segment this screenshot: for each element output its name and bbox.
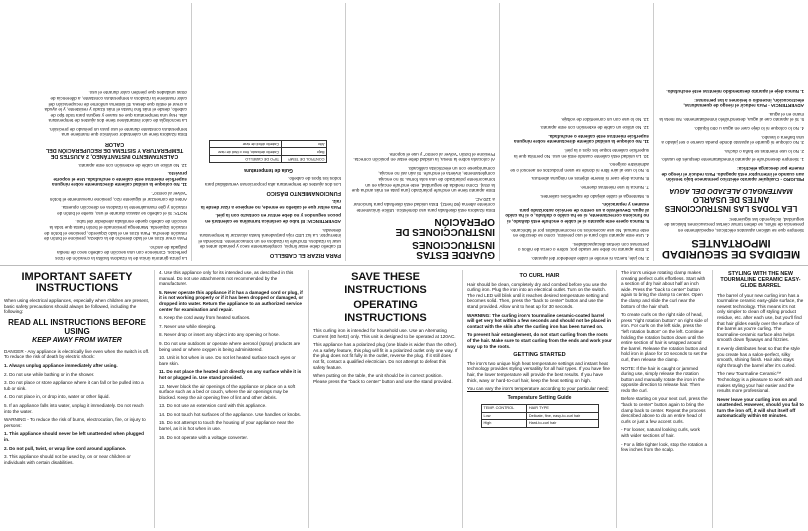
warning-text: WARNING - To reduce the risk of burns, electrocution, fire, or injury to persons: <box>4 417 146 428</box>
es-clamp-p5: 12. No utilice un cable de extensión con este aparato. <box>77 162 187 168</box>
es-curl-title: PARA RIZAR EL CABELLO <box>269 252 341 258</box>
english-panel <box>0 266 808 531</box>
table-cell: High <box>481 420 526 427</box>
clamp-p1: The iron's unique rotating clamp makes creating perfect curls effortless. Start with a section of dry hair about half an inch wide. Press the "back to center" button again to bring the clamp to center. Open the clamp and slide the curl near the bottom of the hair shaft. <box>621 270 706 309</box>
curl-p1: Hair should be clean, completely dry and combed before you use the curling iron. Plug the iron into an electrical outlet. Turn on the switch. The red LED will blink until it reaches desired temperature setting and becomes solid. Then, press the "back to center" button and use the stand provided. Allow unit to heat up for 30 seconds. <box>467 281 609 309</box>
table-cell: Alto <box>282 141 327 148</box>
table-cell: Cabello delicado, fino o fácil de rizar <box>210 148 282 155</box>
safety2-item: 14. Do not touch hot surfaces of the appliance. Use handles or knobs. <box>159 411 301 417</box>
clamp-tip: - For looser, natural looking curls, work with wider sections of hair. <box>621 427 700 439</box>
safety2-item: 5. Never operate this appliance if it has a damaged cord or plug, if it is not working properly or if it has been dropped or damaged, or dropped into water. Return the appliance to an authorized service center for examination and repair. <box>159 289 304 312</box>
table-row <box>210 155 327 162</box>
es-safety-item: 3. No coloque ni guarde el aparato donde pueda caerse o ser jalado a una bañera o lavabo. <box>661 134 804 146</box>
es-operating-title: INSTRUCCIONES DE OPERACIÓN <box>395 216 495 237</box>
styling-column <box>712 270 808 528</box>
guide-title: Temperature Setting Guide <box>507 394 572 401</box>
operating-title: OPERATING <box>353 299 418 311</box>
es-safety-title: MEDIDAS DE SEGURIDAD IMPORTANTES <box>661 237 801 260</box>
safety-item: 2. Do not use while bathing or in the shower. <box>4 371 95 377</box>
table-row <box>481 412 598 419</box>
es-save-title: GUARDE ESTAS INSTRUCCIONES <box>412 239 495 260</box>
safety2-item: 10. Unit is hot when in use. Do not let heated surface touch eyes or bare skin. <box>159 355 296 366</box>
table-row <box>210 141 327 148</box>
safety2-item: 6. Keep the cord away from heated surfaces. <box>159 315 251 321</box>
warning-item: 1. This appliance should never be left unattended when plugged in. <box>4 431 144 442</box>
clamp-p2: To create curls on the right side of head, press "right rotation button" on right side of iron. For curls on the left side, press the "left rotation button" on the left. Continue holding the rotation button down until the entire section of hair is wrapped around the barrel. Release the rotation button and hold iron in place for 10 seconds to set the curl, then release the clamp. <box>621 312 708 362</box>
save-column <box>308 270 462 528</box>
safety-item: 4. Do not place in, or drop into, water or other liquid. <box>4 394 110 400</box>
curl-p3-underlined: You can vary the iron's temperature according to your particular need: <box>467 386 609 392</box>
safety-intro: When using electrical appliances, especially when children are present, basic safety precautions should always be followed, including the following: <box>4 298 150 315</box>
es-read-title: LEA TODAS LAS INSTRUCCIONES ANTES DE USARLO <box>664 195 798 214</box>
safety-column-2 <box>154 270 308 528</box>
safety2-item: 9. Do not use outdoors or operate where aerosol (spray) products are being used or where oxygen is being administered. <box>159 340 301 352</box>
es-clamp-p3: Antes de comenzar el siguiente rizo, presione nuevamente el botón "volver al centro". <box>49 191 187 202</box>
es-safety2-item: 3. Este aparato no debe ser usado por, sobre o cerca de niños o personas con ciertas discapacidades. <box>517 241 649 253</box>
curl-warning: WARNING: The curling iron's tourmaline ceramic-coated barrel will get very hot within a few seconds and should not be placed in contact with the skin after the curling iron has been turned on. <box>467 312 611 329</box>
es-safety-column-2 <box>500 3 654 261</box>
danger-text: DANGER - Any appliance is electrically live even when the switch is off. To reduce the risk of death by electric shock: <box>4 348 150 360</box>
es-keep-away: MANTENGALO ALEJADO DEL AGUA <box>669 187 793 195</box>
es-advertencia: ADVERTENCIA - Para reducir el riesgo de quemaduras, electrocución, incendio o lesiones a las personas: <box>683 97 804 109</box>
safety2-item: 13. Do not use an extension cord with this appliance. <box>159 403 267 409</box>
save-p1: This curling iron is intended for household use. Use an Alternating Current (60 hertz) only. This unit is designed to be operated at 120AC. <box>313 328 456 339</box>
table-header: CONTROL DE TEMP. <box>282 155 327 162</box>
es-safety2-item: 2. No jale, tuerza ni enrolle el cable alrededor del aparato. <box>531 256 649 261</box>
warning-item: 2. Do not pull, twist, or wrap line cord around appliance. <box>4 445 127 451</box>
es-curl-warning: ADVERTENCIA: El tubo de cerámica turmalina se calentará en pocos segundos y no debe entrar en contacto con la piel. <box>205 213 341 225</box>
styling-p3: The new Tourmaline Ceramic™ Technology is a pleasure to work with and makes styling your hair easier and the results more professional. <box>717 371 803 394</box>
table-header: TIPO DE CABELLO <box>210 155 282 162</box>
es-curl-p2: Para evitar que el cabello se enrede, no empiece a rizar desde la raíz. <box>200 199 341 210</box>
save-title: SAVE THESE <box>351 271 420 283</box>
es-safety2-item: 7. Nunca lo use mientras duerme. <box>580 185 649 191</box>
operating-title-2: INSTRUCTIONS <box>344 312 427 324</box>
temperature-guide-table <box>481 404 599 427</box>
getting-started-title: GETTING STARTED <box>513 352 566 359</box>
es-calent-p1: Esta rizadora tiene un calentador cerámico que mantiene una temperatura constante durante el uso para un peinado de precisión. <box>48 126 187 138</box>
table-header: TEMP. CONTROL <box>481 405 526 412</box>
es-peligro: PELIGRO - Cualquier aparato eléctrico permanece bajo tensión aun cuando el interruptor está apagado. Para reducir el riesgo de muerte por descarga eléctrica: <box>661 166 804 183</box>
es-save-p3: Al colocarla sobre la mesa, la unidad debe estar en posición correcta. Presione el botón "volver al centro" y use el soporte. <box>353 151 495 163</box>
table-row <box>210 148 327 155</box>
safety2-item: 16. Do not operate with a voltage converter. <box>159 434 248 440</box>
safety2-item: 15. Do not attempt to touch the housing of your appliance near the barrel, as it is hot when in use. <box>159 420 294 432</box>
curl-title: TO CURL HAIR <box>519 273 560 279</box>
table-cell: Hard-to-curl hair <box>526 420 598 427</box>
es-safety2-item: 8. Nunca deje caer ni inserte objetos en ninguna abertura. <box>530 176 649 182</box>
es-safety2-item: 6. Mantenga el cable alejado de superficies calientes. <box>539 193 649 199</box>
es-safety-item: 4. No lo coloque ni lo deje caer en agua u otro líquido. <box>693 126 804 132</box>
es-clamp-p1: La pinza giratoria única de la rizadora facilita la creación de rizos perfectos. Comience con una sección de cabello seco de media pulgada de ancho. <box>55 244 187 261</box>
es-adv-item: 1. Nunca deje el aparato desatendido mientras esté enchufado. <box>666 89 804 95</box>
es-safety-intro: Siempre que se utilicen aparatos eléctricos, especialmente en presencia de niños, se deben tomar ciertas precauciones básicas de seguridad, incluyendo las siguientes: <box>664 216 804 233</box>
es-temperature-guide-table <box>210 140 328 163</box>
table-cell: Low <box>481 412 526 419</box>
es-safety2-item: 4. Use este aparato sólo para el uso previsto, como se describe en este manual. No use accesorios no recomendados por el fabricante. <box>510 227 649 239</box>
safety2-item: 11. Do not place the heated unit directly on any surface while it is hot or plugged in. Use stand provided. <box>159 369 302 380</box>
safety-item: 5. If an appliance falls into water, unplug it immediately. Do not reach into the water. <box>4 402 144 414</box>
curl-p2: To prevent hair entanglement, do not start curling from the roots of the hair. Make sure to start curling from the ends and work your way up to the roots. <box>467 332 612 349</box>
styling-p2: It evenly distributes heat so that the style you create has a salon-perfect, silky smooth, shining finish. Hair also stays right through the barrel after it's curled. <box>717 345 800 368</box>
es-safety2-item: 5. Nunca opere este aparato si el cable o enchufe está dañado, si no funciona correctamente, si se ha caído o dañado, o si ha caído al agua. Devuélvalo a un centro de servicio autorizado para examen y reparación. <box>505 202 649 225</box>
save-title-2: INSTRUCTIONS <box>344 284 427 296</box>
save-p3: When putting on the table, the unit should be in correct position. Please press the "back to center" button and use the stand provided. <box>313 373 453 384</box>
es-save-column <box>346 3 500 261</box>
clamp-note: NOTE: If the hair is caught or jammed during use, simply release the rotation button and manually rotate the iron in the opposite direction to release hair. Then redo the curl. <box>621 365 705 393</box>
safety-column <box>0 270 154 528</box>
es-calent-title: CALENTAMIENTO INSTANTÁNEO, 2 AJUSTES DE TEMPERATURA Y SISTEMA DE RECUPERACIÓN DEL CALOR <box>45 140 184 160</box>
read-title: READ ALL INSTRUCTIONS BEFORE USING <box>8 317 146 336</box>
table-cell: Cabello difícil de rizar <box>210 141 282 148</box>
table-cell: Bajo <box>282 148 327 155</box>
es-curl-column <box>192 3 346 261</box>
es-save-p1: Esta rizadora está diseñada para uso doméstico. Utilice únicamente corriente alterna (60 hertz). Esta unidad está diseñada para funcionar a 120 AC. <box>353 196 495 213</box>
safety-title: IMPORTANT SAFETY INSTRUCTIONS <box>21 271 133 294</box>
table-cell: Delicate, fine, easy-to-curl hair <box>526 412 598 419</box>
safety-item: 3. Do not place or store appliance where it can fall or be pulled into a tub or sink. <box>4 380 144 391</box>
es-safety2-item: 10. La unidad está caliente cuando está en uso. No permita que la superficie caliente toque los ojos o la piel. <box>513 148 649 159</box>
es-curl-p1: El cabello debe estar limpio, completamente seco y peinado antes de usar la rizadora. Enchufe la rizadora en un tomacorriente. Encienda el interruptor. La luz LED roja parpadeará hasta alcanzar la temperatura deseada. <box>198 227 341 250</box>
es-safety-item: 1. Siempre desenchufe el aparato inmediatamente después de usarlo. <box>660 157 804 163</box>
es-safety2-item: 12. No utilice un cable de extensión con este aparato. <box>539 125 649 131</box>
curl-p3: The iron's two unique high heat temperature settings and instant heat technology provides styling versatility for all hair types. If you have fine hair, the lower temperature will provide the best results. If you have thick, wavy or hard-to-curl hair, keep the heat setting on high. <box>467 360 610 383</box>
es-safety2-item: 9. No lo use al aire libre ni donde se usen productos en aerosol o se administre oxígeno. <box>510 162 649 173</box>
clamp-tip: - For a little tighter look, stop the rotation a few inches from the scalp. <box>621 441 708 453</box>
safety2-item: 12. Never block the air openings of the appliance or place on a soft surface such as a bed or couch, where the air openings may be blocked. Keep the air opening free of lint and other debris. <box>159 383 296 400</box>
es-safety2-item: 11. No coloque la unidad caliente directamente sobre ninguna superficie mientras esté caliente o enchufada. <box>513 133 649 145</box>
styling-p1: The barrel of your new curling iron has a tourmaline ceramic easy-glide surface, the newest technology. This means it's not only simpler to clean off styling product residue, etc. after each use, but you'll find that hair glides easily over the surface of the barrel as you're curling. The tourmaline-ceramic surface also helps smooth down flyaways and frizzies. <box>717 292 804 343</box>
es-save-p2: Este aparato tiene un enchufe polarizado (una pata es más ancha que la otra). Como medida de seguridad, este enchufe encaja en un tomacorriente polarizado de una sola forma. Si no encaja completamente, invierta el enchufe. Si aún así no encaja, comuníquese con un electricista calificado. <box>351 165 495 194</box>
safety2-item: 4. Use this appliance only for its intended use, as described in this manual. Do not use attachments not recommended by the manufacturer. <box>159 270 294 287</box>
clamp-p3: Before starting on your next curl, press the "back to center" button again to bring the clamp back to center. Repeat the process described above to do an entire head of curls or just a few accent curls. <box>621 396 708 424</box>
safety2-item: 8. Never drop or insert any object into any opening or hose. <box>159 332 280 338</box>
clamp-column <box>616 270 712 528</box>
curl-column <box>462 270 616 528</box>
es-clamp-note: NOTA: Si el cabello se atasca durante el uso, suelte el botón de rotación y gire manualmente la rizadora en dirección opuesta. <box>57 205 187 216</box>
styling-warning: Never leave your curling iron on and unattended. However, should you fail to turn the iron off, it will shut itself off automatically within 60 minutes. <box>717 396 804 419</box>
es-clamp-column <box>38 3 192 261</box>
es-safety-item: 2. No lo use mientras se baña o ducha. <box>724 148 804 154</box>
es-clamp-p2: Para crear rizos en el lado derecho de la cabeza, presione el botón de rotación derecha. Para rizos en el lado izquierdo, presione el botón de rotación izquierda. Mantenga presionado el botón hasta que toda la sección de cabello quede enrollada alrededor del tubo. <box>43 219 187 242</box>
es-calent-p2: La tecnología de calor instantáneo tiene dos ajustes de temperatura alta. Hay una temperatura que es suave y segura para todo tipo de cabello, desde el más fino hasta el más rizado y resistente, y le ayuda a crear el estilo que desea. El sistema uniforme de recuperación del calor mantiene la rizadora a temperatura constante, a diferencia de otras unidades que pierden calor durante el uso. <box>44 90 187 124</box>
safety2-item: 7. Never use while sleeping. <box>159 323 217 329</box>
spanish-panel <box>0 0 808 265</box>
es-curl-p3: Los dos ajustes de temperatura alta proporcionan versatilidad para todos los tipos de cabello. <box>204 176 341 188</box>
table-row <box>481 405 598 412</box>
es-safety-column <box>654 3 808 261</box>
warning-item: 3. This appliance should not be used by, on or near children or individuals with certain disabilities. <box>4 454 131 465</box>
table-header: HAIR TYPE <box>526 405 598 412</box>
es-getting-started: FUNCIONAMIENTO BÁSICO <box>266 189 341 196</box>
keep-away: KEEP AWAY FROM WATER <box>32 336 122 344</box>
es-guide-title: Guía de temperatura <box>244 166 293 173</box>
styling-title: STYLING WITH THE NEW TOURMALINE CERAMIC EASY-GLIDE BARREL <box>720 271 801 290</box>
safety-item: 1. Always unplug appliance immediately after using. <box>4 362 118 368</box>
table-row <box>481 420 598 427</box>
es-clamp-p4: 11. No coloque la unidad caliente directamente sobre ninguna superficie mientras esté caliente o enchufada. Use el soporte provisto. <box>51 171 187 188</box>
es-safety2-item: 13. No lo use con un convertidor de voltaje. <box>560 116 649 122</box>
save-p2: This appliance has a polarized plug (one blade is wider than the other). As a safety feature, this plug will fit in a polarized outlet only one way. If the plug does not fit fully in the outlet, reverse the plug. If it still does not fit, contact a qualified electrician. Do not attempt to defeat this safety feature. <box>313 342 458 370</box>
es-safety-item: 5. Si el aparato cae al agua, desenchúfelo inmediatamente. No meta la mano en el agua. <box>659 111 804 123</box>
